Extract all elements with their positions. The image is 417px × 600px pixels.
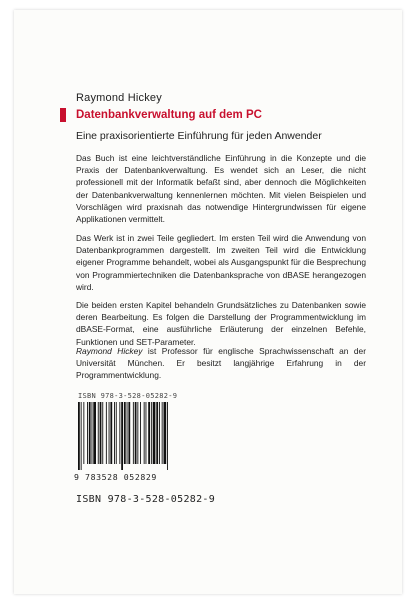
barcode-bar	[128, 402, 130, 464]
barcode-digits: 9 783528 052829	[74, 472, 157, 482]
author-bio-name: Raymond Hickey	[76, 346, 143, 356]
barcode-bar	[156, 402, 158, 464]
description-paragraph-3: Die beiden ersten Kapitel behandeln Grundsätzliches zu Datenbanken sowie deren Bearbeitung. Es folgen die Darstellung der Programmentwicklung im dBASE-Format, eine ausführliche Erläuterung der einzelnen Befehle, Funktionen und SET-Parameter.	[76, 300, 366, 347]
barcode-bar	[87, 402, 88, 464]
barcode-image	[76, 402, 180, 470]
barcode-bar	[137, 402, 138, 464]
barcode-bar	[81, 402, 82, 470]
barcode-bar	[124, 402, 126, 464]
barcode-bar	[148, 402, 150, 464]
barcode-bar	[98, 402, 99, 464]
barcode-bar	[151, 402, 152, 464]
title-accent-bar	[60, 108, 66, 122]
barcode-bar	[146, 402, 147, 464]
isbn-barcode-header: ISBN 978-3-528-05282-9	[78, 392, 178, 400]
author-bio-text: ist Professor für englische Sprachwissenschaft an der Universität München. Er besitzt langjährige Erfahrung in der Programmentwicklung.	[76, 346, 366, 381]
book-subtitle: Eine praxisorientierte Einführung für jeden Anwender	[76, 130, 322, 142]
barcode-bar	[121, 402, 123, 470]
book-title: Datenbankverwaltung auf dem PC	[76, 109, 262, 121]
barcode-bar	[83, 402, 84, 464]
barcode-bar	[162, 402, 163, 464]
isbn-number: ISBN 978-3-528-05282-9	[76, 494, 216, 505]
barcode-bar	[92, 402, 93, 464]
author-name: Raymond Hickey	[76, 92, 162, 104]
barcode-bar	[153, 402, 156, 464]
barcode-bar	[164, 402, 167, 464]
barcode-bar	[106, 402, 107, 464]
barcode-bar	[110, 402, 112, 464]
barcode-bar	[119, 402, 120, 464]
barcode-bar	[159, 402, 160, 464]
barcode-bar	[89, 402, 91, 464]
barcode-bar	[114, 402, 115, 464]
barcode-bar	[127, 402, 128, 464]
book-back-cover	[14, 10, 402, 594]
barcode-bar	[100, 402, 102, 464]
barcode-bar	[116, 402, 117, 464]
barcode-bar	[93, 402, 96, 464]
barcode-bar	[135, 402, 137, 464]
description-paragraph-2: Das Werk ist in zwei Teile gegliedert. Im ersten Teil wird die Anwendung von Datenbankprogrammen dargestellt. Im zweiten Teil wird die Entwicklung eigener Programme behandelt, wobei als Ausgangspunkt für die Besprechung von Programmiertechniken die Datenbanksprache von dBASE herangezogen wird.	[76, 233, 366, 292]
barcode-bar	[102, 402, 103, 464]
barcode-bar	[78, 402, 80, 470]
description-paragraph-1: Das Buch ist eine leichtverständliche Einführung in die Konzepte und die Praxis der Datenbankverwaltung. Es wendet sich an Leser, die nicht professionell mit der Informatik befaßt sind, aber dennoch die Möglichkeiten der Datenbankverwaltung kennenlernen möchten. Mit vielen Beispielen und Vorschlägen wird praxisnah das notwendige Hintergrundwissen für eigene Applikationen vermittelt.	[76, 153, 366, 225]
barcode-bar	[133, 402, 134, 464]
barcode-bar	[109, 402, 110, 464]
barcode-bar	[140, 402, 141, 464]
barcode-bar	[144, 402, 145, 464]
barcode-bar	[167, 402, 168, 470]
author-bio-paragraph	[76, 345, 366, 382]
